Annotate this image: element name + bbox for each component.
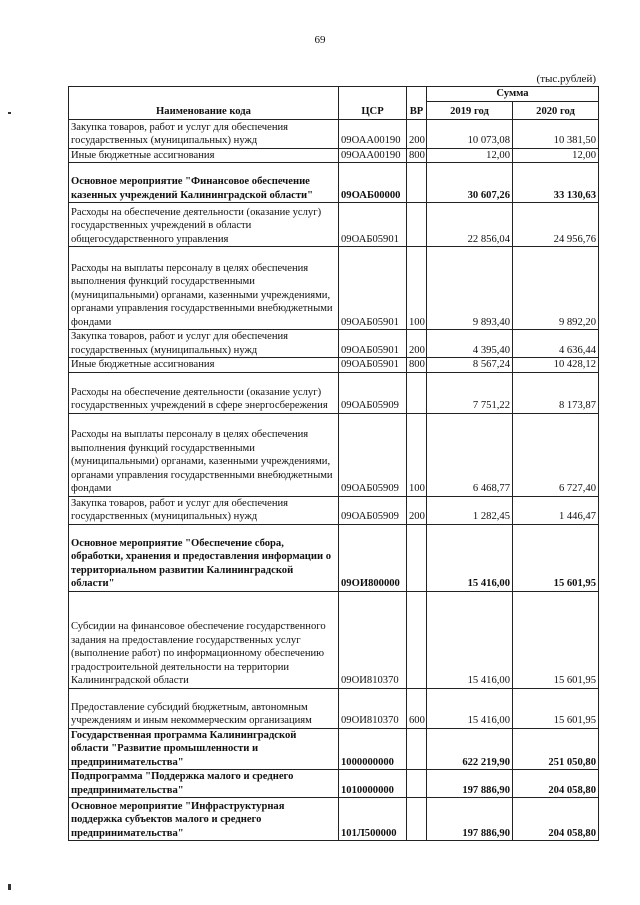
table-row [69,203,599,247]
row-value-2020: 8 173,87 [513,372,599,413]
row-value-2019: 15 416,00 [427,524,513,591]
row-vr [407,591,427,688]
table-row [69,247,599,330]
table-row [69,163,599,203]
row-value-2020: 251 050,80 [513,728,599,770]
row-value-2019: 9 893,40 [427,247,513,330]
row-csr: 09ОАБ05901 [339,247,407,330]
budget-table [68,86,599,841]
row-name: Расходы на обеспечение деятельности (оказание услуг) государственных учреждений в области общегосударственного управления [69,203,339,247]
row-value-2019: 10 073,08 [427,119,513,148]
row-value-2020: 15 601,95 [513,591,599,688]
row-value-2020: 10 381,50 [513,119,599,148]
row-name: Иные бюджетные ассигнования [69,148,339,163]
table-row [69,330,599,358]
row-vr: 800 [407,148,427,163]
row-vr [407,770,427,798]
row-value-2019: 15 416,00 [427,688,513,728]
col-header-name: Наименование кода [69,87,339,120]
row-csr: 101Л500000 [339,798,407,841]
table-row [69,413,599,496]
row-value-2019: 197 886,90 [427,770,513,798]
row-name: Подпрограмма "Поддержка малого и среднего предпринимательства" [69,770,339,798]
row-name: Субсидии на финансовое обеспечение государственного задания на предоставление государственных услуг (выполнение работ) по информационному обеспечению градостроительной деятельности на территории Калининградской области [69,591,339,688]
row-name: Предоставление субсидий бюджетным, автономным учреждениям и иным некоммерческим организациям [69,688,339,728]
table-row [69,524,599,591]
row-value-2020: 24 956,76 [513,203,599,247]
row-value-2020: 6 727,40 [513,413,599,496]
row-csr: 09ОИ800000 [339,524,407,591]
row-vr [407,372,427,413]
table-row [69,372,599,413]
row-value-2020: 15 601,95 [513,524,599,591]
row-vr [407,524,427,591]
row-csr: 09ОАА00190 [339,119,407,148]
row-vr [407,203,427,247]
row-csr: 09ОАБ05901 [339,358,407,373]
row-value-2020: 204 058,80 [513,798,599,841]
row-csr: 09ОАБ05909 [339,372,407,413]
row-name: Закупка товаров, работ и услуг для обеспечения государственных (муниципальных) нужд [69,330,339,358]
row-csr: 09ОАБ00000 [339,163,407,203]
row-value-2019: 30 607,26 [427,163,513,203]
row-value-2019: 4 395,40 [427,330,513,358]
row-csr: 1000000000 [339,728,407,770]
table-row [69,591,599,688]
table-row [69,119,599,148]
table-row [69,148,599,163]
row-vr: 600 [407,688,427,728]
row-vr [407,163,427,203]
row-value-2020: 33 130,63 [513,163,599,203]
row-name: Основное мероприятие "Обеспечение сбора, обработки, хранения и предоставления информации о территориальном развитии Калининградской области" [69,524,339,591]
col-header-vr: ВР [407,87,427,120]
table-row [69,770,599,798]
row-value-2020: 9 892,20 [513,247,599,330]
row-name: Закупка товаров, работ и услуг для обеспечения государственных (муниципальных) нужд [69,496,339,524]
row-value-2019: 622 219,90 [427,728,513,770]
row-csr: 09ОИ810370 [339,591,407,688]
row-vr [407,798,427,841]
row-value-2020: 10 428,12 [513,358,599,373]
row-csr: 09ОАБ05909 [339,413,407,496]
row-name: Расходы на выплаты персоналу в целях обеспечения выполнения функций государственными (муниципальными) органами, казенными учреждениями, органами управления государственными внебюджетными фондами [69,247,339,330]
table-row [69,798,599,841]
row-csr: 09ОАБ05909 [339,496,407,524]
row-csr: 1010000000 [339,770,407,798]
row-name: Основное мероприятие "Инфраструктурная поддержка субъектов малого и среднего предпринимательства" [69,798,339,841]
row-value-2019: 197 886,90 [427,798,513,841]
row-csr: 09ОАБ05901 [339,330,407,358]
row-csr: 09ОИ810370 [339,688,407,728]
row-vr: 800 [407,358,427,373]
col-header-sum: Сумма [427,87,599,102]
row-vr [407,728,427,770]
table-body [69,119,599,841]
row-csr: 09ОАА00190 [339,148,407,163]
row-name: Закупка товаров, работ и услуг для обеспечения государственных (муниципальных) нужд [69,119,339,148]
row-value-2020: 12,00 [513,148,599,163]
row-value-2020: 15 601,95 [513,688,599,728]
col-header-2019: 2019 год [427,101,513,119]
col-header-csr: ЦСР [339,87,407,120]
table-row [69,728,599,770]
row-csr: 09ОАБ05901 [339,203,407,247]
row-value-2019: 12,00 [427,148,513,163]
row-name: Расходы на выплаты персоналу в целях обеспечения выполнения функций государственными (муниципальными) органами, казенными учреждениями, органами управления государственными внебюджетными фондами [69,413,339,496]
row-value-2019: 1 282,45 [427,496,513,524]
row-name: Государственная программа Калининградской области "Развитие промышленности и предпринимательства" [69,728,339,770]
row-vr: 200 [407,496,427,524]
row-vr: 100 [407,413,427,496]
col-header-2020: 2020 год [513,101,599,119]
table-row [69,496,599,524]
row-vr: 200 [407,119,427,148]
margin-mark [8,884,11,890]
margin-mark [8,112,11,114]
row-vr: 100 [407,247,427,330]
row-value-2020: 4 636,44 [513,330,599,358]
row-value-2019: 6 468,77 [427,413,513,496]
units-label: (тыс.рублей) [536,73,596,85]
row-value-2020: 1 446,47 [513,496,599,524]
row-vr: 200 [407,330,427,358]
table-row [69,358,599,373]
table-row [69,688,599,728]
row-value-2019: 7 751,22 [427,372,513,413]
row-value-2019: 15 416,00 [427,591,513,688]
row-value-2020: 204 058,80 [513,770,599,798]
row-name: Основное мероприятие "Финансовое обеспечение казенных учреждений Калининградской области" [69,163,339,203]
row-value-2019: 22 856,04 [427,203,513,247]
row-name: Иные бюджетные ассигнования [69,358,339,373]
row-value-2019: 8 567,24 [427,358,513,373]
page-number: 69 [314,34,326,46]
row-name: Расходы на обеспечение деятельности (оказание услуг) государственных учреждений в сфере энергосбережения [69,372,339,413]
